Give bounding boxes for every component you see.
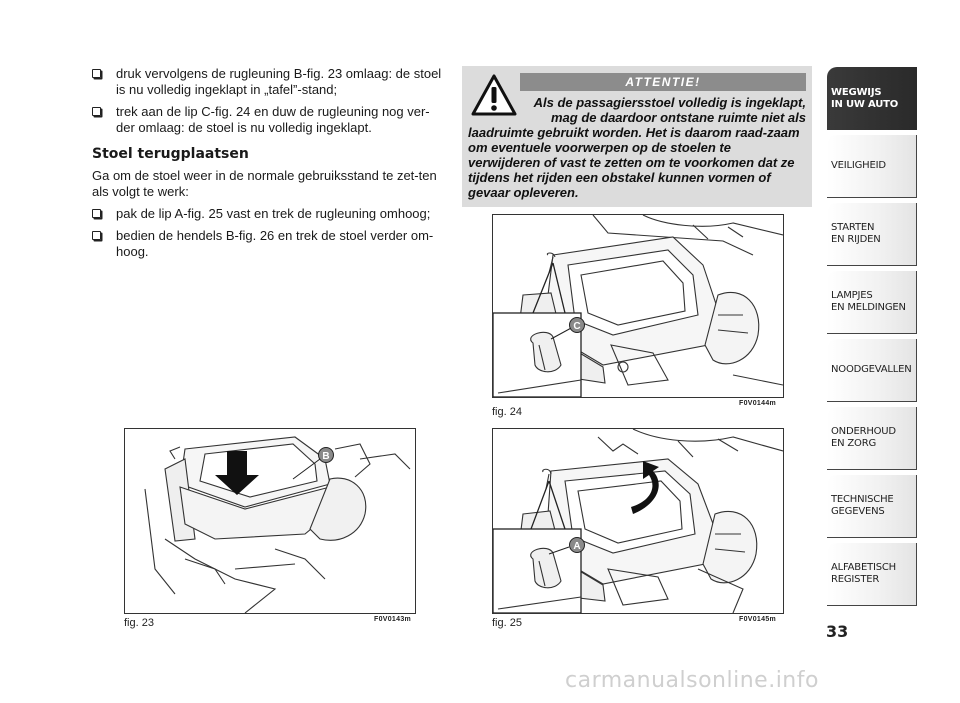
figure-23-illustration — [124, 428, 416, 614]
list-item-text: druk vervolgens de rugleuning B-fig. 23 omlaag: de stoel is nu volledig ingeklapt in „tafel”-stand; — [116, 66, 442, 97]
folded-seat-drawing — [493, 215, 783, 397]
folding-seat-drawing — [125, 429, 415, 613]
tab-wegwijs[interactable]: WEGWIJS IN UW AUTO — [827, 67, 917, 130]
callout-letter: A — [573, 541, 581, 552]
list-item-text: trek aan de lip C-fig. 24 en duw de rugleuning nog ver-der omlaag: de stoel is nu volledig ingeklapt. — [116, 104, 430, 135]
folded-seat-drawing — [493, 429, 783, 613]
warning-box — [462, 66, 812, 207]
warning-line: Als de passagiersstoel volledig is ingeklapt, — [533, 95, 806, 110]
figure-24-illustration — [492, 214, 784, 398]
warning-line: mag de daardoor ontstane ruimte niet als — [551, 110, 806, 125]
warning-heading: ATTENTIE! — [520, 73, 806, 91]
page-number: 33 — [826, 622, 849, 641]
section-title: Stoel terugplaatsen — [92, 146, 249, 162]
tab-onderhoud[interactable]: ONDERHOUD EN ZORG — [827, 407, 917, 470]
figure-code: F0V0143m — [374, 616, 412, 623]
tab-alfabetisch[interactable]: ALFABETISCH REGISTER — [827, 543, 917, 606]
checkbox-bullet-icon — [92, 231, 101, 240]
warning-body: laadruimte gebruikt worden. Het is daarom raad-zaam om eventuele voorwerpen op de stoelen te verwijderen of vast te zetten om te voorkomen dat ze tijdens het rijden een obstakel kunnen vormen of gevaar opleveren. — [468, 125, 800, 200]
list-item — [92, 228, 444, 260]
list-item — [92, 104, 444, 136]
tab-noodgevallen[interactable]: NOODGEVALLEN — [827, 339, 917, 402]
watermark: carmanualsonline.info — [565, 668, 819, 693]
tab-veiligheid[interactable]: VEILIGHEID — [827, 135, 917, 198]
checkbox-bullet-icon — [92, 107, 101, 116]
tab-lampjes[interactable]: LAMPJES EN MELDINGEN — [827, 271, 917, 334]
body-text-column — [92, 66, 444, 266]
figure-label: fig. 25 — [492, 617, 522, 629]
figure-code: F0V0145m — [739, 616, 777, 623]
figure-code: F0V0144m — [739, 400, 777, 407]
list-item — [92, 206, 444, 222]
figure-label: fig. 24 — [492, 406, 522, 418]
figure-25-illustration — [492, 428, 784, 614]
list-item — [92, 66, 444, 98]
callout-letter: C — [573, 321, 581, 332]
intro-paragraph: Ga om de stoel weer in de normale gebruiksstand te zet-ten als volgt te werk: — [92, 168, 437, 199]
tab-starten[interactable]: STARTEN EN RIJDEN — [827, 203, 917, 266]
list-item-text: bedien de hendels B-fig. 26 en trek de stoel verder om-hoog. — [116, 228, 434, 259]
figure-label: fig. 23 — [124, 617, 154, 629]
chapter-tabs — [827, 67, 917, 611]
tab-technische[interactable]: TECHNISCHE GEGEVENS — [827, 475, 917, 538]
callout-letter: B — [322, 451, 330, 462]
checkbox-bullet-icon — [92, 209, 101, 218]
warning-text — [468, 95, 806, 200]
list-item-text: pak de lip A-fig. 25 vast en trek de rugleuning omhoog; — [116, 206, 431, 221]
checkbox-bullet-icon — [92, 69, 101, 78]
